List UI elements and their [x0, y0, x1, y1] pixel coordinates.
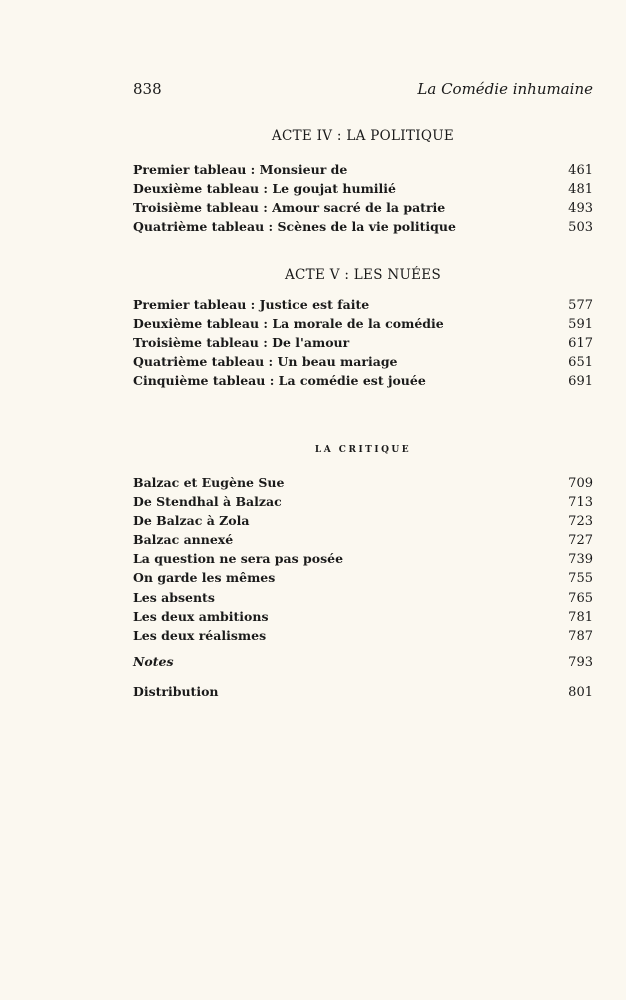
- toc-entry-title: La question ne sera pas posée: [133, 551, 344, 567]
- critique-list: [133, 473, 593, 645]
- toc-entry-page: 787: [568, 628, 593, 644]
- toc-entry-page: 723: [568, 514, 593, 530]
- toc-entry-page: 691: [568, 374, 593, 390]
- act-4-list: [133, 160, 593, 236]
- notes-entry: [133, 654, 593, 670]
- toc-entry-page: 493: [568, 201, 593, 217]
- toc-entry-page: 765: [568, 590, 593, 606]
- toc-entry-page: 651: [568, 355, 593, 371]
- toc-entry: [133, 160, 593, 179]
- running-head: [133, 80, 593, 100]
- toc-entry-title: Les deux réalismes: [133, 627, 267, 643]
- toc-entry: [133, 568, 593, 587]
- toc-entry-title: Troisième tableau : De l'amour: [133, 335, 350, 351]
- toc-entry-page: 727: [568, 533, 593, 549]
- toc-entry-page: 755: [568, 571, 593, 587]
- toc-entry-title: De Stendhal à Balzac: [133, 494, 282, 510]
- toc-entry: [133, 492, 593, 511]
- toc-entry-page: 503: [568, 220, 593, 236]
- distribution-entry: [133, 684, 593, 700]
- act-5-heading: ACTE V : LES NUÉES: [284, 267, 442, 283]
- toc-entry: [133, 352, 593, 371]
- toc-entry: [133, 473, 593, 492]
- toc-entry: [133, 371, 593, 390]
- toc-entry-page: 577: [568, 298, 593, 313]
- toc-entry-title: Cinquième tableau : La comédie est jouée: [133, 373, 426, 389]
- distribution-title: Distribution: [133, 684, 219, 699]
- toc-entry: [133, 295, 593, 314]
- toc-entry-title: Balzac annexé: [133, 532, 234, 548]
- toc-entry-page: 617: [568, 336, 593, 352]
- toc-entry: [133, 217, 593, 236]
- toc-entry-title: Quatrième tableau : Un beau mariage: [133, 354, 398, 370]
- toc-entry: [133, 314, 593, 333]
- act-4-heading: ACTE IV : LA POLITIQUE: [271, 128, 455, 144]
- toc-entry-title: Premier tableau : Monsieur de: [133, 162, 348, 177]
- toc-entry: [133, 549, 593, 568]
- toc-entry-page: 461: [568, 163, 593, 178]
- book-title: La Comédie inhumaine: [417, 80, 593, 98]
- toc-entry: [133, 179, 593, 198]
- toc-entry-page: 781: [568, 609, 593, 625]
- act-5-list: [133, 295, 593, 390]
- toc-entry-page: 713: [568, 495, 593, 511]
- toc-entry: [133, 530, 593, 549]
- toc-entry-title: Quatrième tableau : Scènes de la vie politique: [133, 219, 456, 235]
- toc-entry-title: Deuxième tableau : La morale de la comédie: [133, 316, 444, 332]
- toc-entry-title: Troisième tableau : Amour sacré de la patrie: [133, 200, 446, 216]
- toc-entry-page: 591: [568, 317, 593, 333]
- toc-entry-page: 709: [568, 476, 593, 491]
- page-number: 838: [133, 80, 162, 98]
- toc-entry: [133, 607, 593, 626]
- toc-entry-title: Premier tableau : Justice est faite: [133, 297, 370, 312]
- toc-entry-page: 481: [568, 182, 593, 198]
- notes-page: 793: [568, 655, 593, 670]
- toc-entry-title: Deuxième tableau : Le goujat humilié: [133, 181, 396, 197]
- toc-entry: [133, 588, 593, 607]
- toc-entry-title: Balzac et Eugène Sue: [133, 475, 285, 490]
- toc-entry-title: Les deux ambitions: [133, 608, 269, 624]
- toc-entry-title: Les absents: [133, 589, 215, 605]
- critique-heading: LA CRITIQUE: [314, 445, 412, 455]
- toc-entry: [133, 333, 593, 352]
- toc-entry-title: De Balzac à Zola: [133, 513, 250, 529]
- toc-entry: [133, 626, 593, 645]
- toc-entry: [133, 198, 593, 217]
- toc-entry-title: On garde les mêmes: [133, 570, 276, 586]
- toc-entry-page: 739: [568, 552, 593, 568]
- toc-entry: [133, 511, 593, 530]
- notes-title: Notes: [133, 654, 174, 669]
- distribution-page: 801: [568, 685, 593, 700]
